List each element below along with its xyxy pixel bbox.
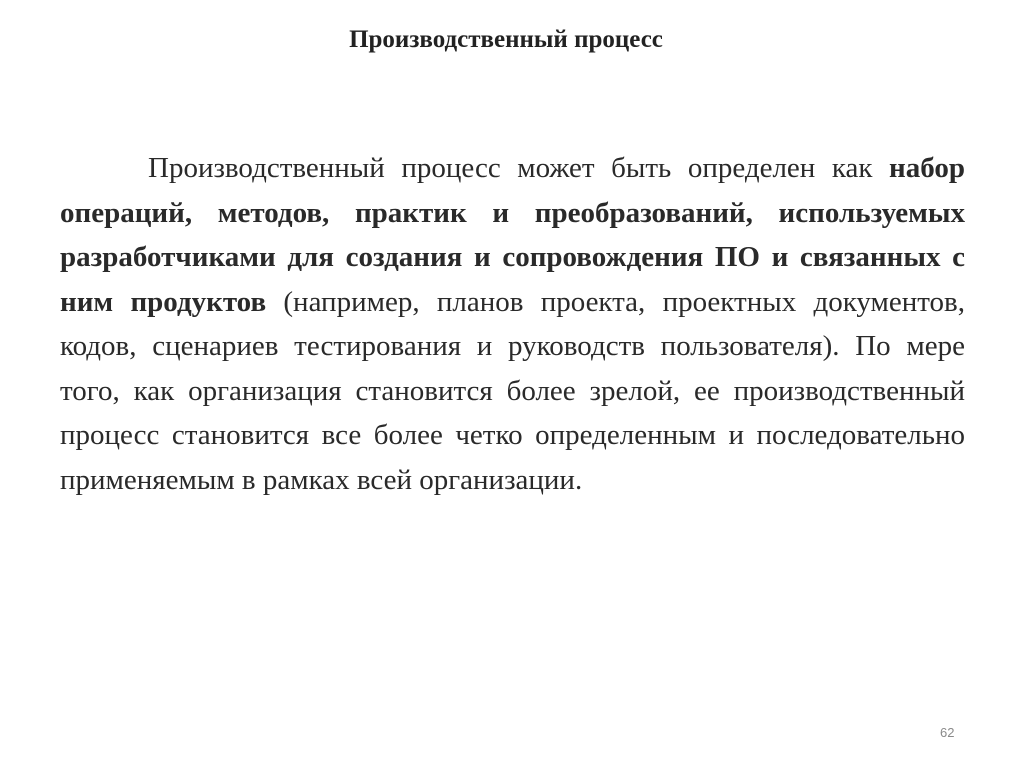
body-emphasis-text: набор операций, методов, практик и преобразований, используемых разработчиками для создания и сопровождения ПО и связанных с ним продуктов [60,152,965,318]
slide-body-paragraph [60,146,965,502]
page-number: 62 [940,725,955,740]
body-rest-text: (например, планов проекта, проектных документов, кодов, сценариев тестирования и руководств пользователя). По мере того, как организация становится более зрелой, ее производственный процесс становится все более четко определенным и последовательно применяемым в рамках всей организации. [60,285,965,496]
slide-title: Производственный процесс [349,26,663,53]
body-intro-text: Производственный процесс может быть определен как [148,152,890,184]
